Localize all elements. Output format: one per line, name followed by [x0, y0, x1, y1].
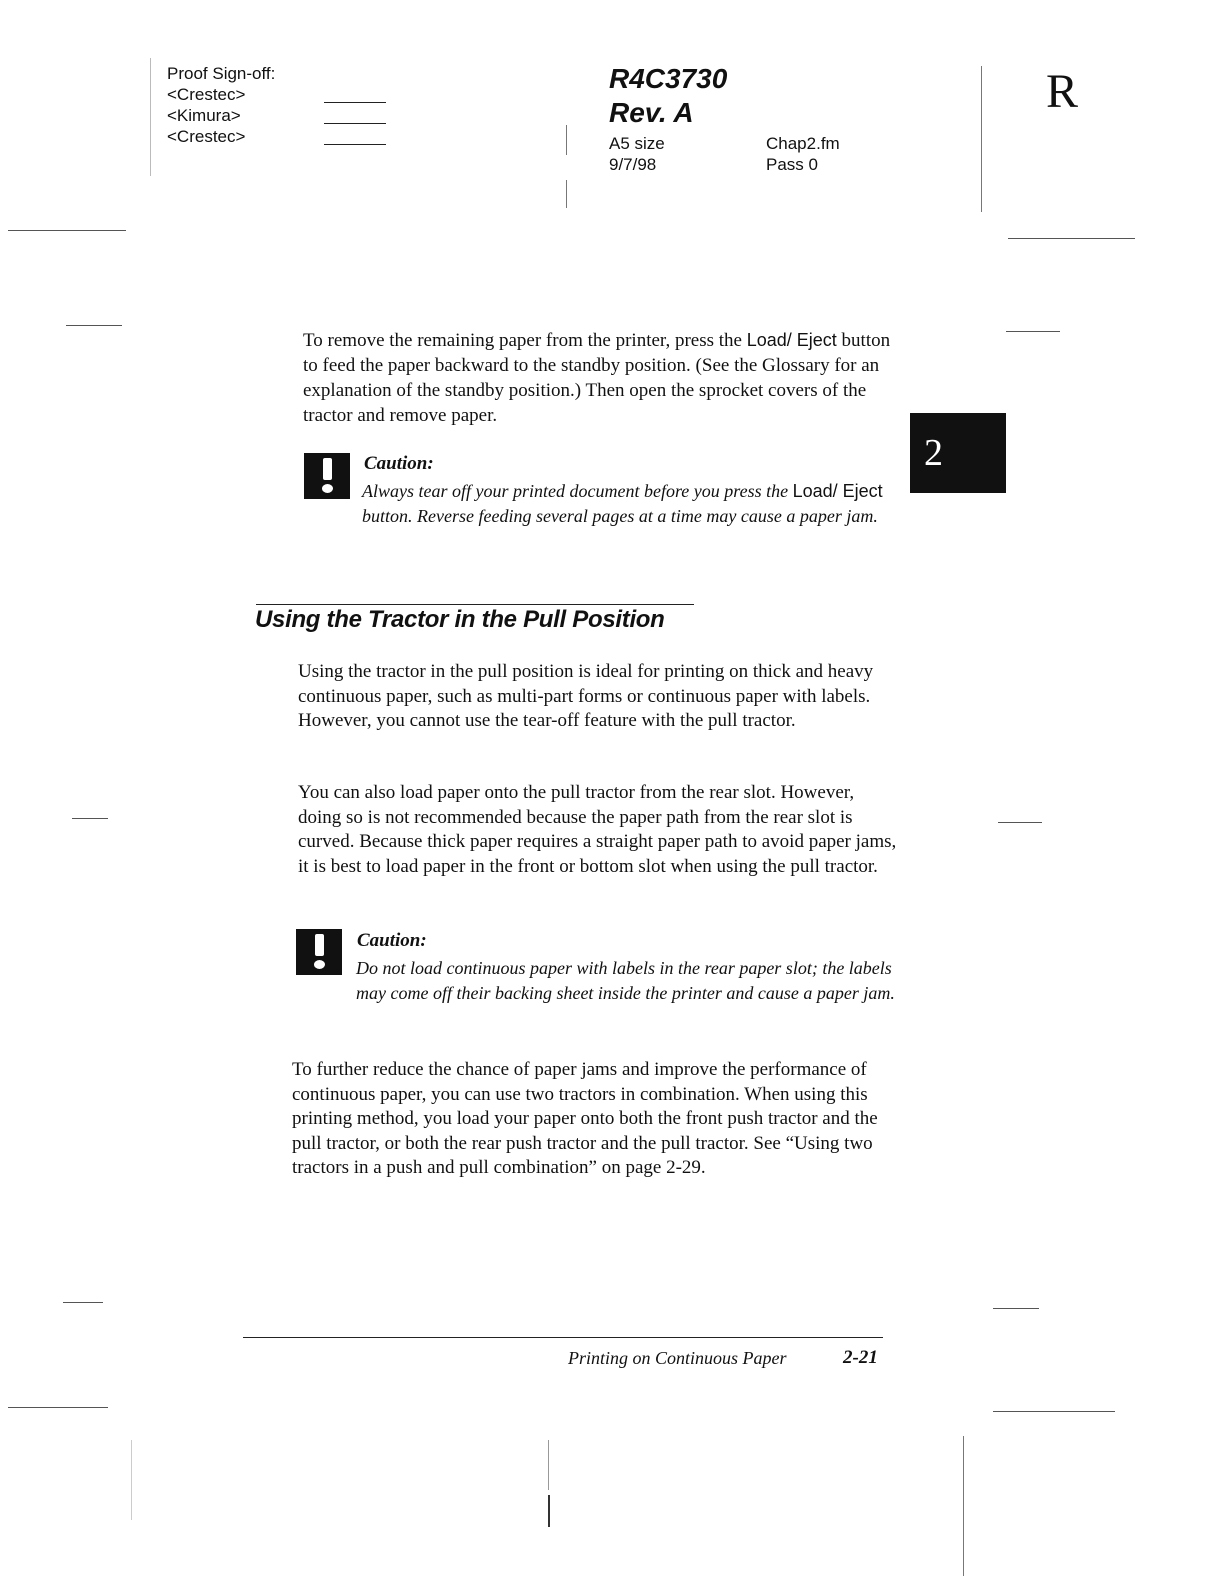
signoff-line: [324, 102, 386, 103]
crop-mark: [981, 66, 982, 212]
crop-mark: [150, 58, 151, 176]
document-code: R4C3730: [609, 63, 728, 94]
crop-mark: [1006, 331, 1060, 332]
caution-text-part: Always tear off your printed document before you press the: [362, 481, 793, 501]
crop-mark: [131, 1440, 132, 1520]
chapter-tab: 2: [910, 413, 1006, 493]
footer-chapter-title: Printing on Continuous Paper: [568, 1348, 787, 1368]
heading-rule: [256, 604, 694, 605]
caution-icon: [304, 453, 350, 499]
proof-signoff-entry: <Kimura>: [167, 106, 241, 125]
pass-number: Pass 0: [766, 155, 818, 174]
crop-mark: [963, 1436, 964, 1576]
signoff-line: [324, 144, 386, 145]
proof-signoff-block: [167, 63, 275, 147]
intro-text: button to feed the paper backward to the standby position. (See the Glossary for an explanation of the standby position.) Then open the sprocket covers of the tractor and remove paper.: [303, 330, 891, 426]
crop-mark: [1008, 238, 1135, 239]
caution-title: Caution:: [364, 453, 434, 474]
section-heading: Using the Tractor in the Pull Position: [255, 606, 665, 633]
footer-rule: [243, 1337, 883, 1338]
crop-mark: [8, 230, 126, 231]
proof-signoff-entry: <Crestec>: [167, 85, 246, 104]
caution-text-part: button. Reverse feeding several pages at a time may cause a paper jam.: [362, 506, 878, 526]
caution-text: Do not load continuous paper with labels in the rear paper slot; the labels may come off their backing sheet inside the printer and cause a paper jam.: [356, 958, 895, 1003]
document-date: 9/7/98: [609, 155, 657, 174]
crop-mark: [63, 1302, 103, 1303]
proof-signoff-entry: <Crestec>: [167, 127, 246, 146]
crop-mark: [566, 180, 567, 208]
caution-icon: [296, 929, 342, 975]
intro-paragraph: [303, 328, 903, 428]
crop-mark: [548, 1495, 550, 1527]
caution-title: Caution:: [357, 930, 427, 951]
paragraph: Using the tractor in the pull position is ideal for printing on thick and heavy continuous paper, such as multi-part forms or continuous paper with labels. However, you cannot use the tear-off feature with the pull tractor.: [298, 661, 874, 731]
proof-signoff-label: Proof Sign-off:: [167, 64, 276, 83]
intro-text: To remove the remaining paper from the printer, press the: [303, 330, 747, 351]
caution-text: [362, 479, 907, 529]
paragraph: To further reduce the chance of paper jams and improve the performance of continuous paper, you can use two tractors in combination. When using this printing method, you load your paper onto both the front push tractor and the pull tractor, or both the rear push tractor and the pull tractor. See “Using two tractors in a push and pull combination” on page 2-29.: [292, 1059, 878, 1178]
load-eject-button-label: Load/ Eject: [746, 330, 837, 350]
paper-size: A5 size: [609, 134, 665, 153]
document-revision: Rev. A: [609, 97, 694, 128]
load-eject-button-label: Load/ Eject: [792, 481, 883, 501]
crop-mark: [548, 1440, 549, 1490]
crop-mark: [998, 822, 1042, 823]
crop-mark: [66, 325, 122, 326]
crop-mark: [566, 125, 567, 155]
crop-mark: [8, 1407, 108, 1408]
page-number: 2-21: [843, 1347, 878, 1368]
paragraph: You can also load paper onto the pull tractor from the rear slot. However, doing so is not recommended because the paper path from the rear slot is curved. Because thick paper requires a straight paper path to avoid paper jams, it is best to load paper in the front or bottom slot when using the pull tractor.: [298, 782, 897, 877]
crop-mark: [72, 818, 108, 819]
signoff-line: [324, 123, 386, 124]
crop-mark: [993, 1411, 1115, 1412]
crop-mark: [993, 1308, 1039, 1309]
corner-letter: R: [1046, 65, 1079, 118]
file-name: Chap2.fm: [766, 134, 840, 153]
